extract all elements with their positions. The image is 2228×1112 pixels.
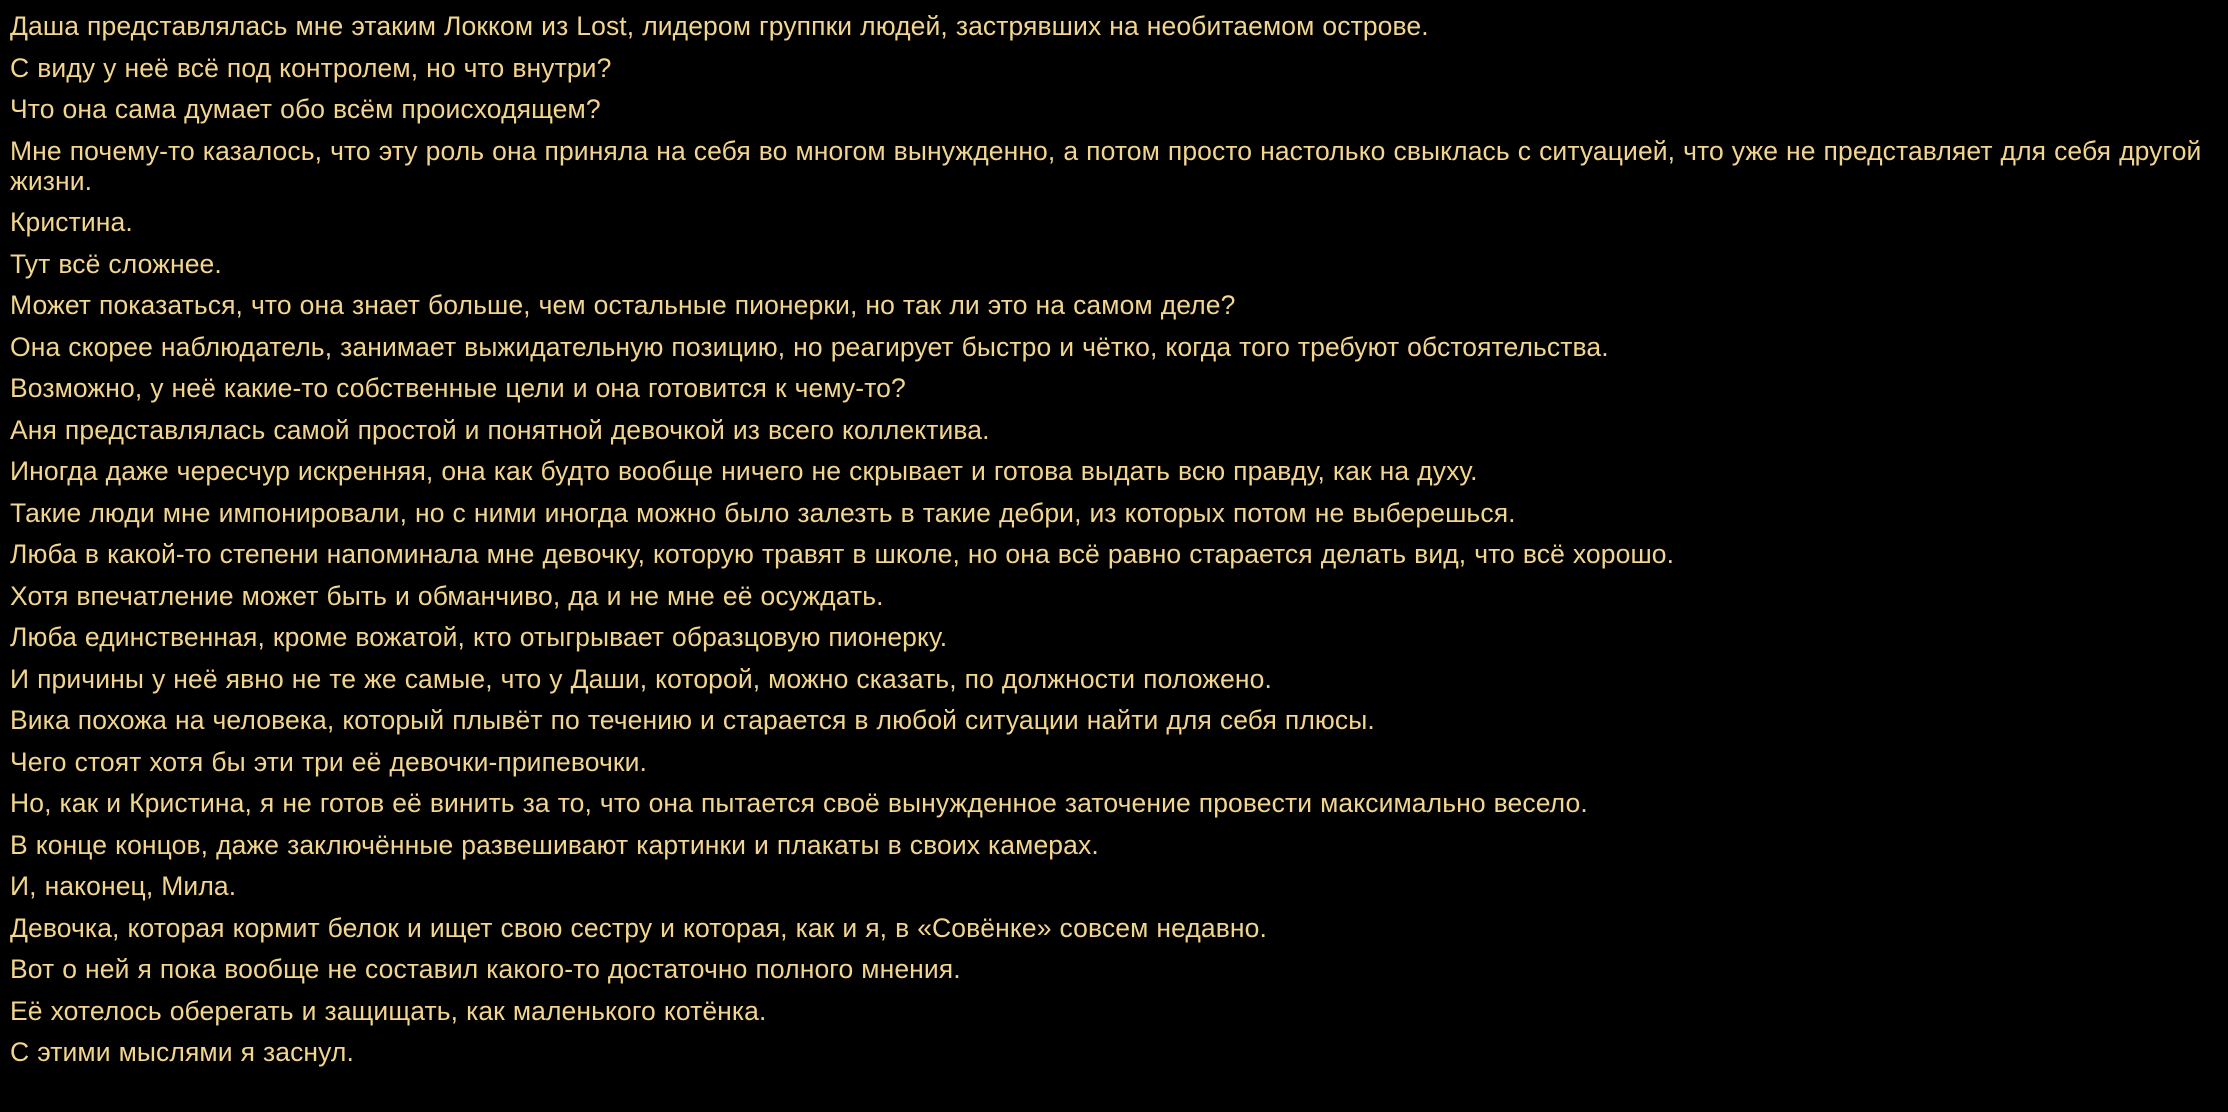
log-line: Но, как и Кристина, я не готов её винить за то, что она пытается своё вынужденное заточение провести максимально весело. bbox=[10, 788, 1588, 818]
log-line: Иногда даже чересчур искренняя, она как будто вообще ничего не скрывает и готова выдать всю правду, как на духу. bbox=[10, 456, 1478, 486]
log-line: Девочка, которая кормит белок и ищет свою сестру и которая, как и я, в «Совёнке» совсем недавно. bbox=[10, 912, 1267, 943]
log-line: Хотя впечатление может быть и обманчиво, да и не мне её осуждать. bbox=[10, 580, 884, 611]
log-line: И причины у неё явно не те же самые, что у Даши, которой, можно сказать, по должности положено. bbox=[10, 663, 1272, 694]
log-line: Даша представлялась мне этаким Локком из Lost, лидером группки людей, застрявших на необитаемом острове. bbox=[10, 11, 1429, 41]
log-line: Тут всё сложнее. bbox=[10, 248, 222, 279]
log-line: Люба единственная, кроме вожатой, кто отыгрывает образцовую пионерку. bbox=[10, 622, 948, 652]
log-line: Мне почему-то казалось, что эту роль она приняла на себя во многом вынужденно, а потом просто настолько свыклась с ситуацией, что уже не представляет для себя другой жизни. bbox=[10, 135, 2202, 196]
log-line: Люба в какой-то степени напоминала мне девочку, которую травят в школе, но она всё равно старается делать вид, что всё хорошо. bbox=[10, 539, 1675, 569]
log-line: Вот о ней я пока вообще не составил какого-то достаточно полного мнения. bbox=[10, 954, 961, 984]
log-line: Что она сама думает обо всём происходящем? bbox=[10, 94, 601, 124]
log-line: Кристина. bbox=[10, 207, 133, 237]
log-line: И, наконец, Мила. bbox=[10, 871, 237, 901]
log-line: Чего стоят хотя бы эти три её девочки-припевочки. bbox=[10, 746, 647, 777]
log-line: С виду у неё всё под контролем, но что внутри? bbox=[10, 52, 612, 83]
log-line: Она скорее наблюдатель, занимает выжидательную позицию, но реагирует быстро и чётко, когда того требуют обстоятельства. bbox=[10, 331, 1609, 362]
log-line: Вика похожа на человека, который плывёт по течению и старается в любой ситуации найти для себя плюсы. bbox=[10, 705, 1375, 735]
log-line: Может показаться, что она знает больше, чем остальные пионерки, но так ли это на самом деле? bbox=[10, 290, 1236, 320]
log-line: Такие люди мне импонировали, но с ними иногда можно было залезть в такие дебри, из которых потом не выберешься. bbox=[10, 497, 1516, 528]
log-line: Возможно, у неё какие-то собственные цели и она готовится к чему-то? bbox=[10, 373, 906, 403]
log-line: С этими мыслями я заснул. bbox=[10, 1037, 354, 1067]
narration-log bbox=[10, 11, 2218, 1067]
log-line: Аня представлялась самой простой и понятной девочкой из всего коллектива. bbox=[10, 414, 990, 445]
log-line: В конце концов, даже заключённые развешивают картинки и плакаты в своих камерах. bbox=[10, 829, 1099, 860]
log-line: Её хотелось оберегать и защищать, как маленького котёнка. bbox=[10, 995, 767, 1026]
